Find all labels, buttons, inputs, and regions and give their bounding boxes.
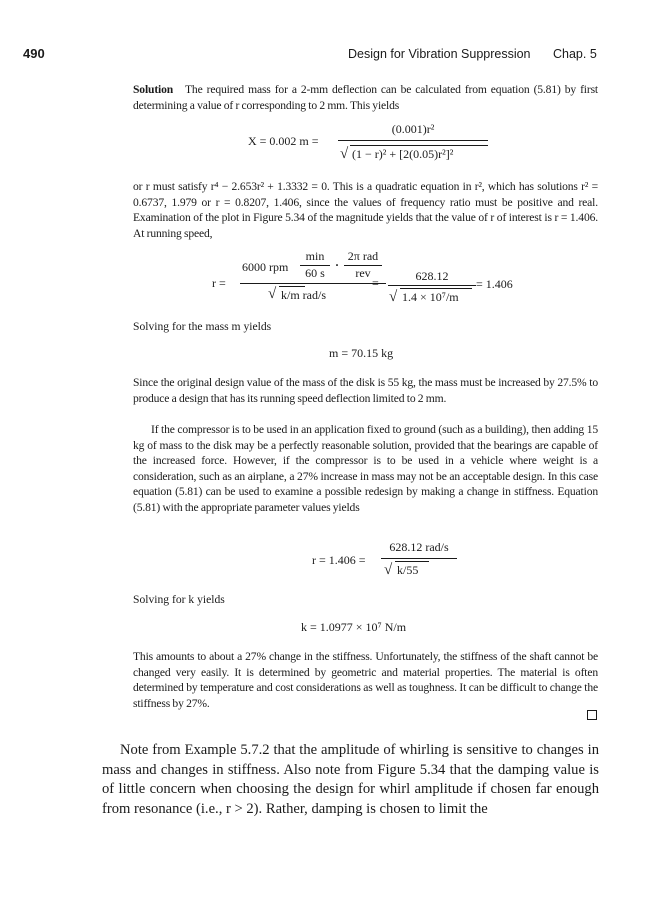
page-number: 490 [23, 46, 45, 61]
solving-mass-text: Solving for the mass m yields [133, 320, 272, 333]
chapter-label: Chap. 5 [553, 47, 597, 61]
end-of-example-box [587, 710, 597, 720]
eq2-bar2 [388, 285, 476, 286]
equation-stiffness: k = 1.0977 × 10⁷ N/m [301, 620, 407, 634]
eq4-sqrt-bar [395, 561, 429, 562]
eq1-fraction-bar [338, 140, 488, 141]
eq1-sqrt-bar [350, 145, 488, 146]
eq2-dot: · [335, 258, 340, 272]
eq2-sqrt-sign2: √ [389, 289, 398, 305]
eq2-result: = 1.406 [476, 277, 513, 291]
increase-paragraph: Since the original design value of the mass of the disk is 55 kg, the mass must be increased by 27.5% to produce a design that has its running speed deflection limited to 2 mm. [133, 376, 598, 405]
quadratic-paragraph: or r must satisfy r⁴ − 2.653r² + 1.3332 = 0. This is a quadratic equation in r², which has solutions r² = 0.6737, 1.979 or r = 0.8207, 1.406, since the values of frequency ratio must be positive and real. Examination of the plot in Figure 5.34 of the magnitude yields that the value of r of interest is r = 1.406. At running speed, [133, 180, 598, 240]
eq2-min: min [305, 249, 325, 263]
eq2-lhs: r = [212, 276, 226, 290]
eq1-lhs: X = 0.002 m = [248, 134, 319, 148]
solution-paragraph [133, 82, 598, 113]
eq4-sqrt-sign: √ [384, 562, 393, 578]
compressor-paragraph: If the compressor is to be used in an application fixed to ground (such as a building), then adding 15 kg of mass to the disk may be a perfectly reasonable solution, provided that the bearings are capable of the increased force. However, if the compressor is to be used in a vehicle where weight is a consideration, such as an airplane, a 27% increase in mass may not be an acceptable design. In this case equation (5.81) can be used to examine a possible redesign by making a change in stiffness. Equation (5.81) with the appropriate parameter values yields [133, 423, 598, 514]
eq4-numerator: 628.12 rad/s [389, 540, 449, 554]
eq2-rev: rev [355, 266, 371, 280]
eq1-numerator: (0.001)r² [391, 122, 435, 136]
eq2-sixty-s: 60 s [305, 266, 325, 280]
eq4-fraction-bar [381, 558, 457, 559]
solution-label: Solution [133, 83, 174, 96]
eq2-speed: 6000 rpm [242, 260, 289, 274]
stiffness-paragraph: This amounts to about a 27% change in the stiffness. Unfortunately, the stiffness of the shaft cannot be changed very easily. It is determined by geometric and material properties. The material is often determined by temperature and cost considerations as well as toughness. It can be difficult to change the stiffness by 27%. [133, 650, 598, 710]
eq2-sqrt-sign: √ [268, 286, 277, 302]
eq4-lhs: r = 1.406 = [312, 553, 366, 567]
eq2-denominator: k/m rad/s [281, 288, 326, 302]
eq2-sqrt-bar [279, 286, 305, 287]
eq2-two-pi-rad: 2π rad [347, 249, 379, 263]
eq2-denominator2: 1.4 × 10⁷/m [402, 290, 459, 304]
eq1-sqrt-sign: √ [340, 146, 349, 162]
running-title: Design for Vibration Suppression [348, 47, 531, 61]
eq2-numerator2: 628.12 [415, 269, 449, 283]
solution-intro: The required mass for a 2-mm deflection can be calculated from equation (5.81) by first determining a value of r corresponding to 2 mm. This yields [133, 83, 598, 112]
equation-mass: m = 70.15 kg [329, 346, 394, 360]
solving-k-text: Solving for k yields [133, 593, 225, 606]
eq1-denominator: (1 − r)² + [2(0.05)r²]² [352, 147, 454, 161]
eq4-denominator: k/55 [397, 563, 419, 577]
note-paragraph: Note from Example 5.7.2 that the amplitude of whirling is sensitive to changes in mass and changes in stiffness. Also note from Figure 5.34 that the damping value is of little concern when choosing the design for whirl amplitude if chosen far enough from resonance (i.e., r > 2). Rather, damping is chosen to limit the [102, 742, 599, 817]
eq2-main-bar [240, 283, 386, 284]
eq2-equals: = [372, 276, 379, 290]
eq2-sqrt-bar2 [400, 288, 472, 289]
